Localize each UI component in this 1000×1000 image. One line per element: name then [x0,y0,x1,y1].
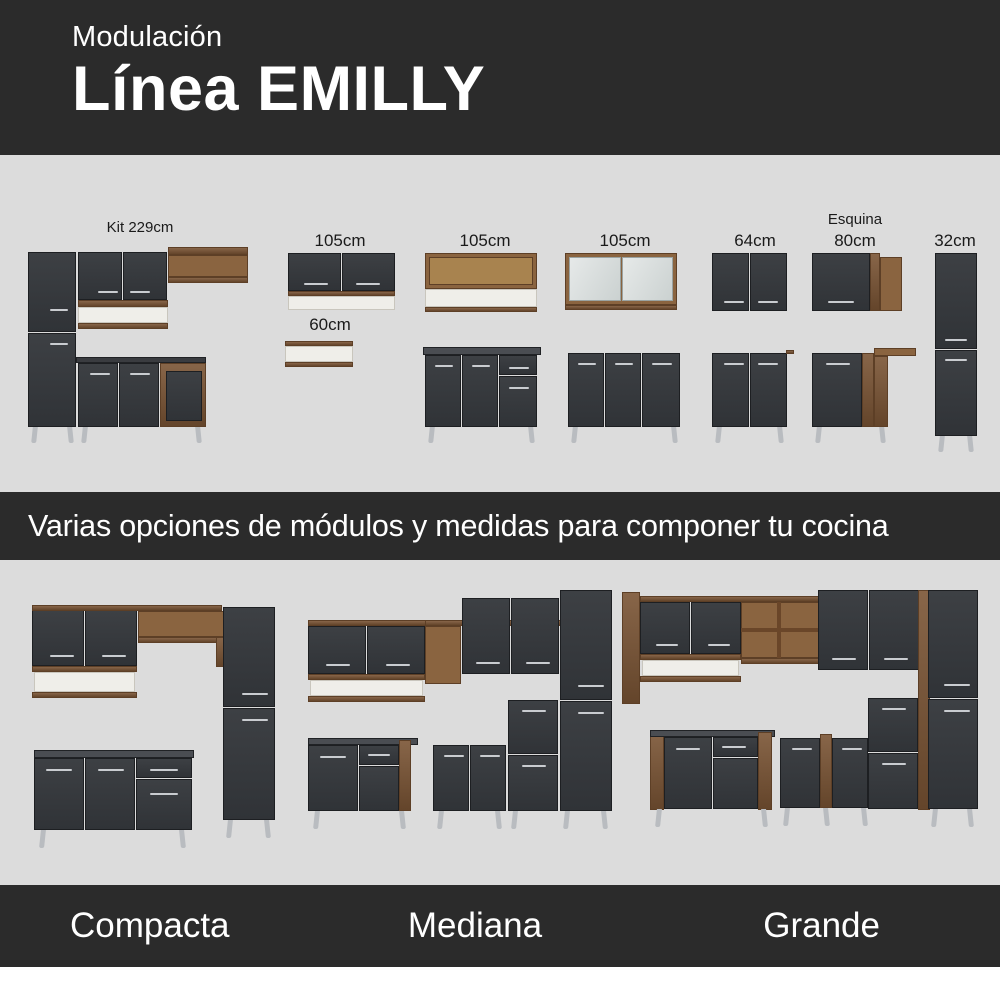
leg [39,830,46,848]
cabinet-door [136,779,192,830]
handle [242,693,268,695]
wood-counter-extension [874,348,916,356]
handle [882,708,906,710]
leg [31,427,38,443]
handle [102,655,126,657]
wood-shelf [308,696,425,702]
module-60 [285,341,355,371]
cabinet-door [288,253,341,291]
cabinet-door [308,626,366,674]
kits-panel [0,560,1000,885]
countertop [34,750,194,758]
module-base-corner-80 [812,353,917,453]
handle [828,301,854,303]
cabinet-door [935,350,977,436]
leg [571,427,578,443]
leg [195,427,202,443]
wood-side-panel [820,734,832,808]
handle [435,365,453,367]
handle [50,343,68,345]
handle [242,719,268,721]
module-kit-229 [20,247,270,447]
handle [792,748,812,750]
handle [444,755,464,757]
cabinet-door [223,607,275,707]
handle [50,309,68,311]
handle [578,712,604,714]
kit-compacta [20,605,285,850]
cabinet-door [508,755,558,811]
leg [528,427,535,443]
leg [938,436,945,452]
open-niche [310,680,423,696]
bottom-margin [0,967,1000,1000]
wood-shelf [78,300,168,307]
handle [615,363,633,365]
handle [326,664,350,666]
wood-shelf [565,305,677,310]
label-upper-64: 64cm [734,231,776,250]
wood-shelf [138,637,224,643]
cabinet-door [560,701,612,811]
handle [522,710,546,712]
handle [724,363,744,365]
cabinet-door [367,626,425,674]
handle [476,662,500,664]
leg [67,427,74,443]
leg [879,427,886,443]
open-niche [285,346,353,362]
open-niche [425,289,537,307]
handle [945,359,967,361]
wood-shelf [78,323,168,329]
label-upper-105-c: 105cm [599,231,651,250]
handle [304,283,328,285]
label-corner-80: 80cm [834,231,876,250]
label-corner-esquina: Esquina [827,211,883,228]
cabinet-door [868,753,918,809]
handle [150,793,178,795]
handle [386,664,410,666]
handle [90,373,110,375]
handle [368,754,390,756]
wood-niche [168,255,248,277]
leg [399,811,406,829]
wood-corner-panel [880,257,902,311]
wood-shelf [285,362,353,367]
wood-niche [138,611,224,637]
cabinet-door [868,698,918,752]
handle [758,301,778,303]
handle [945,339,967,341]
leg [655,809,662,827]
leg [671,427,678,443]
cabinet-drawer [136,758,192,778]
cabinet-door [32,610,84,666]
cabinet-door [223,708,275,820]
handle [150,769,178,771]
cabinet-door [308,745,358,811]
leg [511,811,518,829]
kit-mediana [300,590,615,850]
handle [130,373,150,375]
handle [882,763,906,765]
module-upper-105-a [288,253,398,313]
leg [823,808,830,826]
wood-side-panel [650,732,664,810]
module-base-64 [712,353,794,453]
leg [861,808,868,826]
wood-shelf [168,277,248,283]
wood-shelf [640,676,741,682]
footer-label-compacta: Compacta [70,906,230,945]
footer-band [0,885,1000,967]
leg [967,809,974,827]
wood-divider [777,602,781,658]
wood-shelf [425,307,537,312]
cabinet-door [935,253,977,349]
module-base-105 [568,353,683,453]
leg [783,808,790,826]
handle [526,662,550,664]
wood-corner-panel [874,356,888,427]
handle [320,756,346,758]
leg [313,811,320,829]
handle [842,748,862,750]
cabinet-door [85,610,137,666]
handle [884,658,908,660]
handle [708,644,730,646]
wood-side-panel [399,740,411,811]
module-tall-32 [935,253,985,449]
countertop [650,730,775,737]
handle [944,710,970,712]
open-niche [288,296,395,310]
handle [472,365,490,367]
handle [722,746,746,748]
leg [601,811,608,829]
handle [356,283,380,285]
cabinet-door [359,766,399,811]
wood-side-panel [622,592,640,704]
label-tall-32: 32cm [934,231,976,250]
handle [46,769,72,771]
module-upper-105-c [565,253,680,313]
header-kicker: Modulación [72,21,223,53]
handle [578,363,596,365]
cabinet-door [691,602,741,654]
module-upper-64 [712,253,792,315]
wood-shelf [168,247,248,255]
leg [777,427,784,443]
leg [226,820,233,838]
handle [98,769,124,771]
label-upper-105-b: 105cm [459,231,511,250]
handle [724,301,744,303]
handle [656,644,678,646]
label-lower-60: 60cm [309,315,351,334]
cabinet-door [928,590,978,698]
banner-band [0,492,1000,560]
wood-shelf [741,658,819,664]
module-corner-80-upper [812,253,907,315]
handle [826,363,850,365]
leg [931,809,938,827]
leg [264,820,271,838]
cabinet-door [342,253,395,291]
kit-grande [622,590,982,850]
cabinet-door [508,700,558,754]
handle [522,765,546,767]
wood-shelf [32,692,137,698]
open-niche [78,307,168,323]
wood-side-panel [758,732,772,810]
cabinet-door [28,252,76,332]
handle [98,291,118,293]
wood-niche [425,626,461,684]
leg [437,811,444,829]
cabinet-door [499,376,537,427]
cabinet-door [28,333,76,427]
handle [50,655,74,657]
wood-top [786,350,794,354]
glass-door [622,257,673,301]
cabinet-door [640,602,690,654]
footer-label-grande: Grande [763,906,880,945]
handle [509,387,529,389]
handle [480,755,500,757]
module-base-105-counter [425,347,540,447]
module-upper-105-b [425,253,540,313]
wood-interior [429,257,533,285]
open-niche [642,660,739,676]
handle [130,291,150,293]
handle [832,658,856,660]
banner-text: Varias opciones de módulos y medidas para componer tu cocina [28,508,889,543]
label-kit-229: Kit 229cm [106,219,174,236]
leg [179,830,186,848]
footer-label-mediana: Mediana [407,906,543,945]
cabinet-door [166,371,202,421]
modules-panel [0,155,1000,492]
handle [758,363,778,365]
glass-door [569,257,621,301]
handle [652,363,672,365]
leg [81,427,88,443]
leg [761,809,768,827]
label-upper-105-a: 105cm [314,231,366,250]
leg [495,811,502,829]
cabinet-door [560,590,612,700]
handle [944,684,970,686]
cabinet-drawer [499,355,537,375]
handle [509,367,529,369]
leg [563,811,570,829]
handle [676,748,700,750]
cabinet-door [713,758,758,809]
leg [428,427,435,443]
leg [815,427,822,443]
page-title: Línea EMILLY [72,53,486,124]
handle [578,685,604,687]
wood-side-panel [862,353,874,427]
countertop [423,347,541,355]
open-niche [34,672,135,692]
header [0,0,1000,155]
wood-side-panel [870,253,880,311]
leg [715,427,722,443]
cabinet-door [928,699,978,809]
leg [967,436,974,452]
